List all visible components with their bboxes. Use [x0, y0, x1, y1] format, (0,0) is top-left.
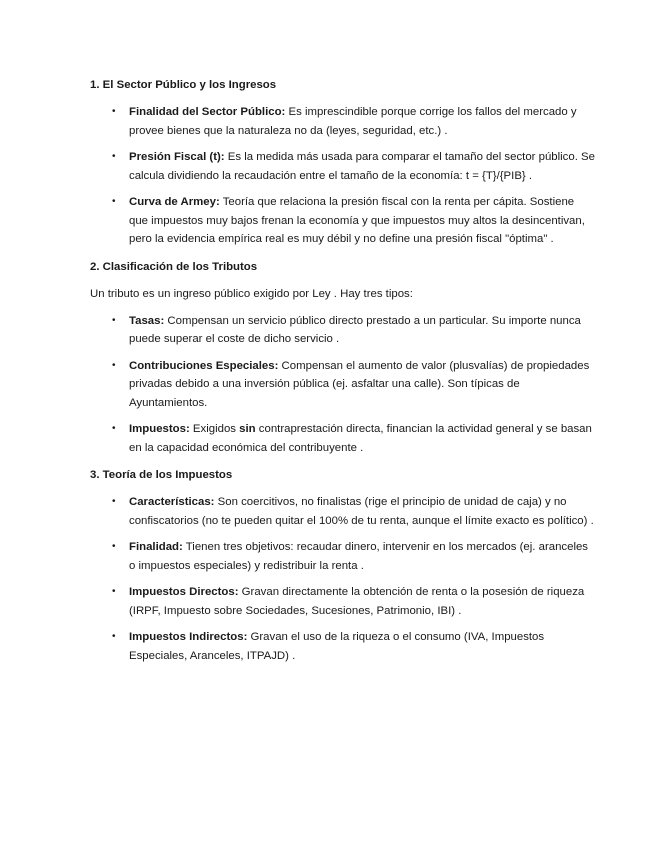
- item-term: Contribuciones Especiales:: [129, 359, 279, 372]
- bullet-list-impuestos: [90, 493, 595, 665]
- item-text: Compensan un servicio público directo prestado a un particular. Su importe nunca puede superar el coste de dicho servicio .: [129, 314, 581, 345]
- item-term: Tasas:: [129, 314, 165, 327]
- item-text: Es la medida más usada para comparar el tamaño del sector público. Se calcula dividiendo la recaudación entre el tamaño de la economía: t = {T}/{PIB} .: [129, 151, 595, 182]
- list-item: [90, 538, 595, 575]
- item-term: Presión Fiscal (t):: [129, 151, 225, 163]
- list-item: [90, 583, 595, 620]
- bullet-icon: •: [112, 496, 116, 507]
- bullet-icon: •: [112, 541, 116, 552]
- list-item: [90, 357, 595, 413]
- bullet-icon: •: [112, 423, 116, 434]
- bullet-list-sector-publico: [90, 103, 595, 249]
- item-text: Compensan el aumento de valor (plusvalías) de propiedades privadas debido a una inversión pública (ej. asfaltar una calle). Son típicas de Ayuntamientos.: [129, 359, 590, 409]
- list-item: [90, 193, 595, 249]
- item-term: Impuestos:: [129, 423, 190, 435]
- bullet-icon: •: [112, 586, 116, 597]
- item-term: Finalidad del Sector Público:: [129, 106, 286, 118]
- item-text: Tienen tres objetivos: recaudar dinero, intervenir en los mercados (ej. aranceles o impuestos especiales) y redistribuir la renta .: [129, 541, 589, 572]
- item-text: Gravan el uso de la riqueza o el consumo (IVA, Impuestos Especiales, Aranceles, ITPAJD) .: [129, 631, 545, 662]
- item-term: Finalidad:: [129, 541, 183, 553]
- bullet-icon: •: [112, 151, 116, 162]
- section-heading-teoria-impuestos: 3. Teoría de los Impuestos: [90, 469, 233, 481]
- item-emphasis: sin: [239, 423, 256, 435]
- list-item: [90, 493, 595, 530]
- list-item: [90, 148, 595, 185]
- item-term: Impuestos Directos:: [129, 586, 239, 598]
- item-text-after: contraprestación directa, financian la actividad general y se basan en la capacidad económica del contribuyente .: [129, 423, 592, 454]
- section-intro: Un tributo es un ingreso público exigido por Ley . Hay tres tipos:: [90, 287, 413, 300]
- bullet-icon: •: [112, 196, 116, 207]
- item-term: Características:: [129, 496, 215, 508]
- item-text: Es imprescindible porque corrige los fallos del mercado y provee bienes que la naturaleza no da (leyes, seguridad, etc.) .: [129, 106, 577, 137]
- bullet-icon: •: [112, 631, 116, 642]
- bullet-icon: •: [112, 106, 116, 117]
- bullet-list-tributos: [90, 312, 595, 458]
- item-text-before: Exigidos: [189, 423, 240, 435]
- item-text: Gravan directamente la obtención de renta o la posesión de riqueza (IRPF, Impuesto sobre Sociedades, Sucesiones, Patrimonio, IBI) .: [129, 586, 585, 617]
- list-item: [90, 312, 595, 349]
- list-item: [90, 103, 595, 140]
- list-item: [90, 628, 595, 665]
- item-term: Impuestos Indirectos:: [129, 631, 248, 643]
- section-heading-clasificacion-tributos: 2. Clasificación de los Tributos: [90, 260, 258, 273]
- bullet-icon: •: [112, 359, 116, 371]
- list-item: [90, 420, 595, 457]
- bullet-icon: •: [112, 314, 116, 326]
- item-text: Son coercitivos, no finalistas (rige el principio de unidad de caja) y no confiscatorios (no te pueden quitar el 100% de tu renta, aunque el límite exacto es político) .: [129, 496, 594, 527]
- item-text: Teoría que relaciona la presión fiscal con la renta per cápita. Sostiene que impuestos muy bajos frenan la economía y que impuestos muy altos la desincentivan, pero la evidencia empírica real es muy débil y no define una presión fiscal "óptima" .: [129, 196, 585, 245]
- section-heading-sector-publico: 1. El Sector Público y los Ingresos: [90, 79, 277, 91]
- item-term: Curva de Armey:: [129, 196, 220, 208]
